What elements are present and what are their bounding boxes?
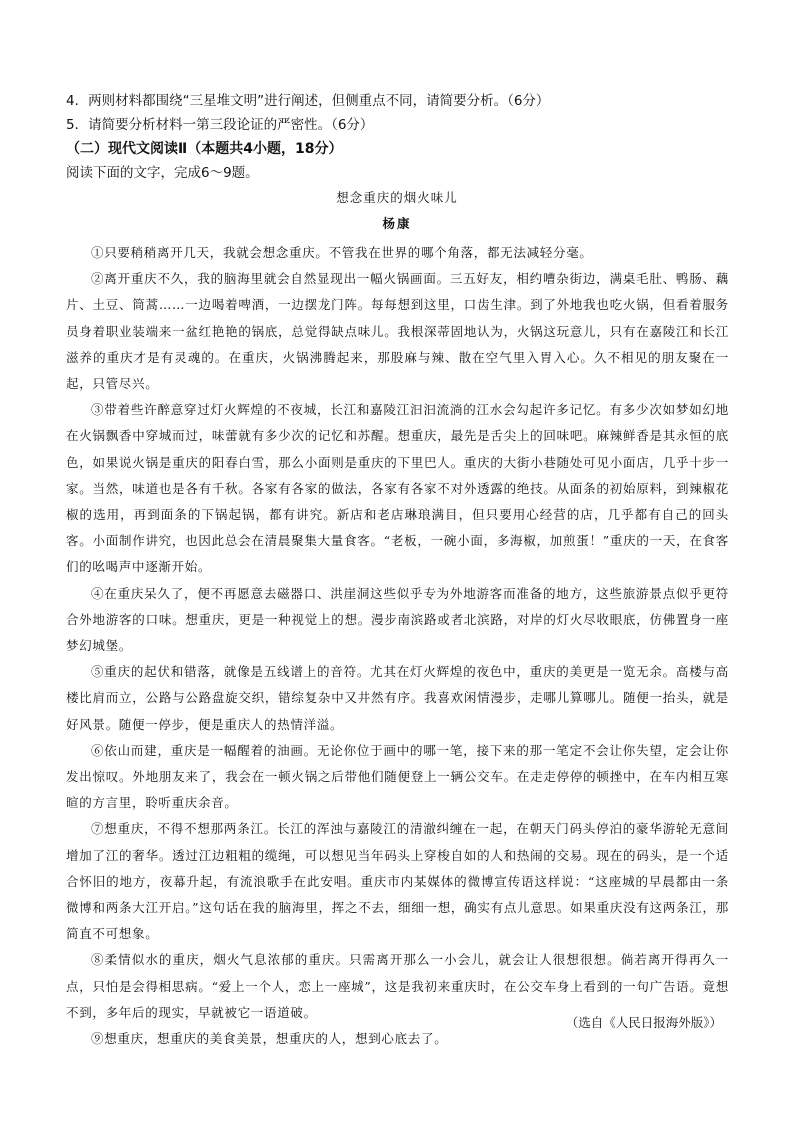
paragraph-6: ⑥依山而建，重庆是一幅醒着的油画。无论你位于画中的哪一笔，接下来的那一笔定不会让你失望，定会让你发出惊叹。外地朋友来了，我会在一顿火锅之后带他们随便登上一辆公交车。在走走停停的顿挫中，在车内相互寒暄的方言里，聆听重庆余音。 — [66, 742, 729, 811]
paragraph-7: ⑦想重庆，不得不想那两条江。长江的浑浊与嘉陵江的清澈纠缠在一起，在朝天门码头停泊的豪华游轮无意间增加了江的奢华。透过江边粗粗的缆绳，可以想见当年码头上穿梭自如的人和热闹的交易。现在的码头，是一个适合怀旧的地方，夜幕升起，有流浪歌手在此安唱。重庆市内某媒体的微博宣传语这样说：“这座城的早晨都由一条微博和两条大江开启。”这句话在我的脑海里，挥之不去，细细一想，确实有点儿意思。如果重庆没有这两条江，那简直不可想象。 — [66, 821, 729, 942]
section-title: （二）现代文阅读Ⅱ（本题共4小题，18分） — [66, 141, 343, 157]
paragraph-5: ⑤重庆的起伏和错落，就像是五线谱上的音符。尤其在灯火辉煌的夜色中，重庆的美更是一览无余。高楼与高楼比肩而立，公路与公路盘旋交织，错综复杂中又井然有序。我喜欢闲情漫步，走哪儿算哪儿。随便一抬头，就是好风景。随便一停步，便是重庆人的热情洋溢。 — [66, 664, 729, 732]
article-body — [66, 240, 729, 1052]
paragraph-1: ①只要稍稍离开几天，我就会想念重庆。不管我在世界的哪个角落，都无法减轻分毫。 — [91, 245, 593, 260]
question-4: 4．两则材料都围绕“三星堆文明”进行阐述，但侧重点不同，请简要分析。（6分） — [66, 93, 550, 109]
paragraph-2: ②离开重庆不久，我的脑海里就会自然显现出一幅火锅画面。三五好友，相约嘈杂街边，满桌毛肚、鸭肠、藕片、土豆、筒蒿……一边喝着啤酒，一边摆龙门阵。每每想到这里，口齿生津。到了外地我也吃火锅，但看着服务员身着职业装端来一盆红艳艳的锅底，总觉得缺点味儿。我根深蒂固地认为，火锅这玩意儿，只有在嘉陵江和长江滋养的重庆才是有灵魂的。在重庆，火锅沸腾起来，那股麻与辣、散在空气里入胃入心。久不相见的朋友聚在一起，只管尽兴。 — [66, 271, 729, 392]
article-title: 想念重庆的烟火味儿 — [336, 190, 458, 205]
reading-instruction: 阅读下面的文字，完成6～9题。 — [66, 165, 259, 181]
paragraph-8: ⑧柔情似水的重庆，烟火气息浓郁的重庆。只需离开那么一小会儿，就会让人很想很想。倘若离开得再久一点，只怕是会得相思病。“爱上一个人，恋上一座城”，这是我初来重庆时，在公交车身上看到的一句广告语。竟想不到，多年后的现实，早就被它一语道破。 — [66, 952, 729, 1020]
paragraph-4: ④在重庆呆久了，便不再愿意去磁器口、洪崖洞这些似乎专为外地游客而准备的地方，这些旅游景点似乎更符合外地游客的口味。想重庆，更是一种视觉上的想。漫步南滨路或者北滨路，对岸的灯火尽收眼底，仿佛置身一座梦幻城堡。 — [66, 585, 729, 654]
article-source: （选自《人民日报海外版》） — [565, 1015, 722, 1030]
article-author: 杨康 — [382, 216, 412, 231]
paragraph-3: ③带着些许醉意穿过灯火辉煌的不夜城，长江和嘉陵江汩汩流淌的江水会勾起许多记忆。有多少次如梦如幻地在火锅飘香中穿城而过，味蕾就有多少次的记忆和苏醒。想重庆，最先是舌尖上的回味吧。麻辣鲜香是其永恒的底色，如果说火锅是重庆的阳春白雪，那么小面则是重庆的下里巴人。重庆的大街小巷随处可见小面店，几乎十步一家。当然，味道也是各有千秋。各家有各家的做法，各家有各家不对外透露的绝技。从面条的初始原料，到辣椒花椒的选用，再到面条的下锅起锅，都有讲究。新店和老店琳琅满目，但只要用心经营的店，几乎都有自己的回头客。小面制作讲究，也因此总会在清晨聚集大量食客。“老板，一碗小面，多海椒，加煎蛋！”重庆的一天，在食客们的吆喝声中逐渐开始。 — [66, 402, 729, 575]
paragraph-9: ⑨想重庆，想重庆的美食美景，想重庆的人，想到心底去了。 — [91, 1031, 448, 1047]
question-5: 5．请简要分析材料一第三段论证的严密性。（6分） — [66, 117, 374, 133]
